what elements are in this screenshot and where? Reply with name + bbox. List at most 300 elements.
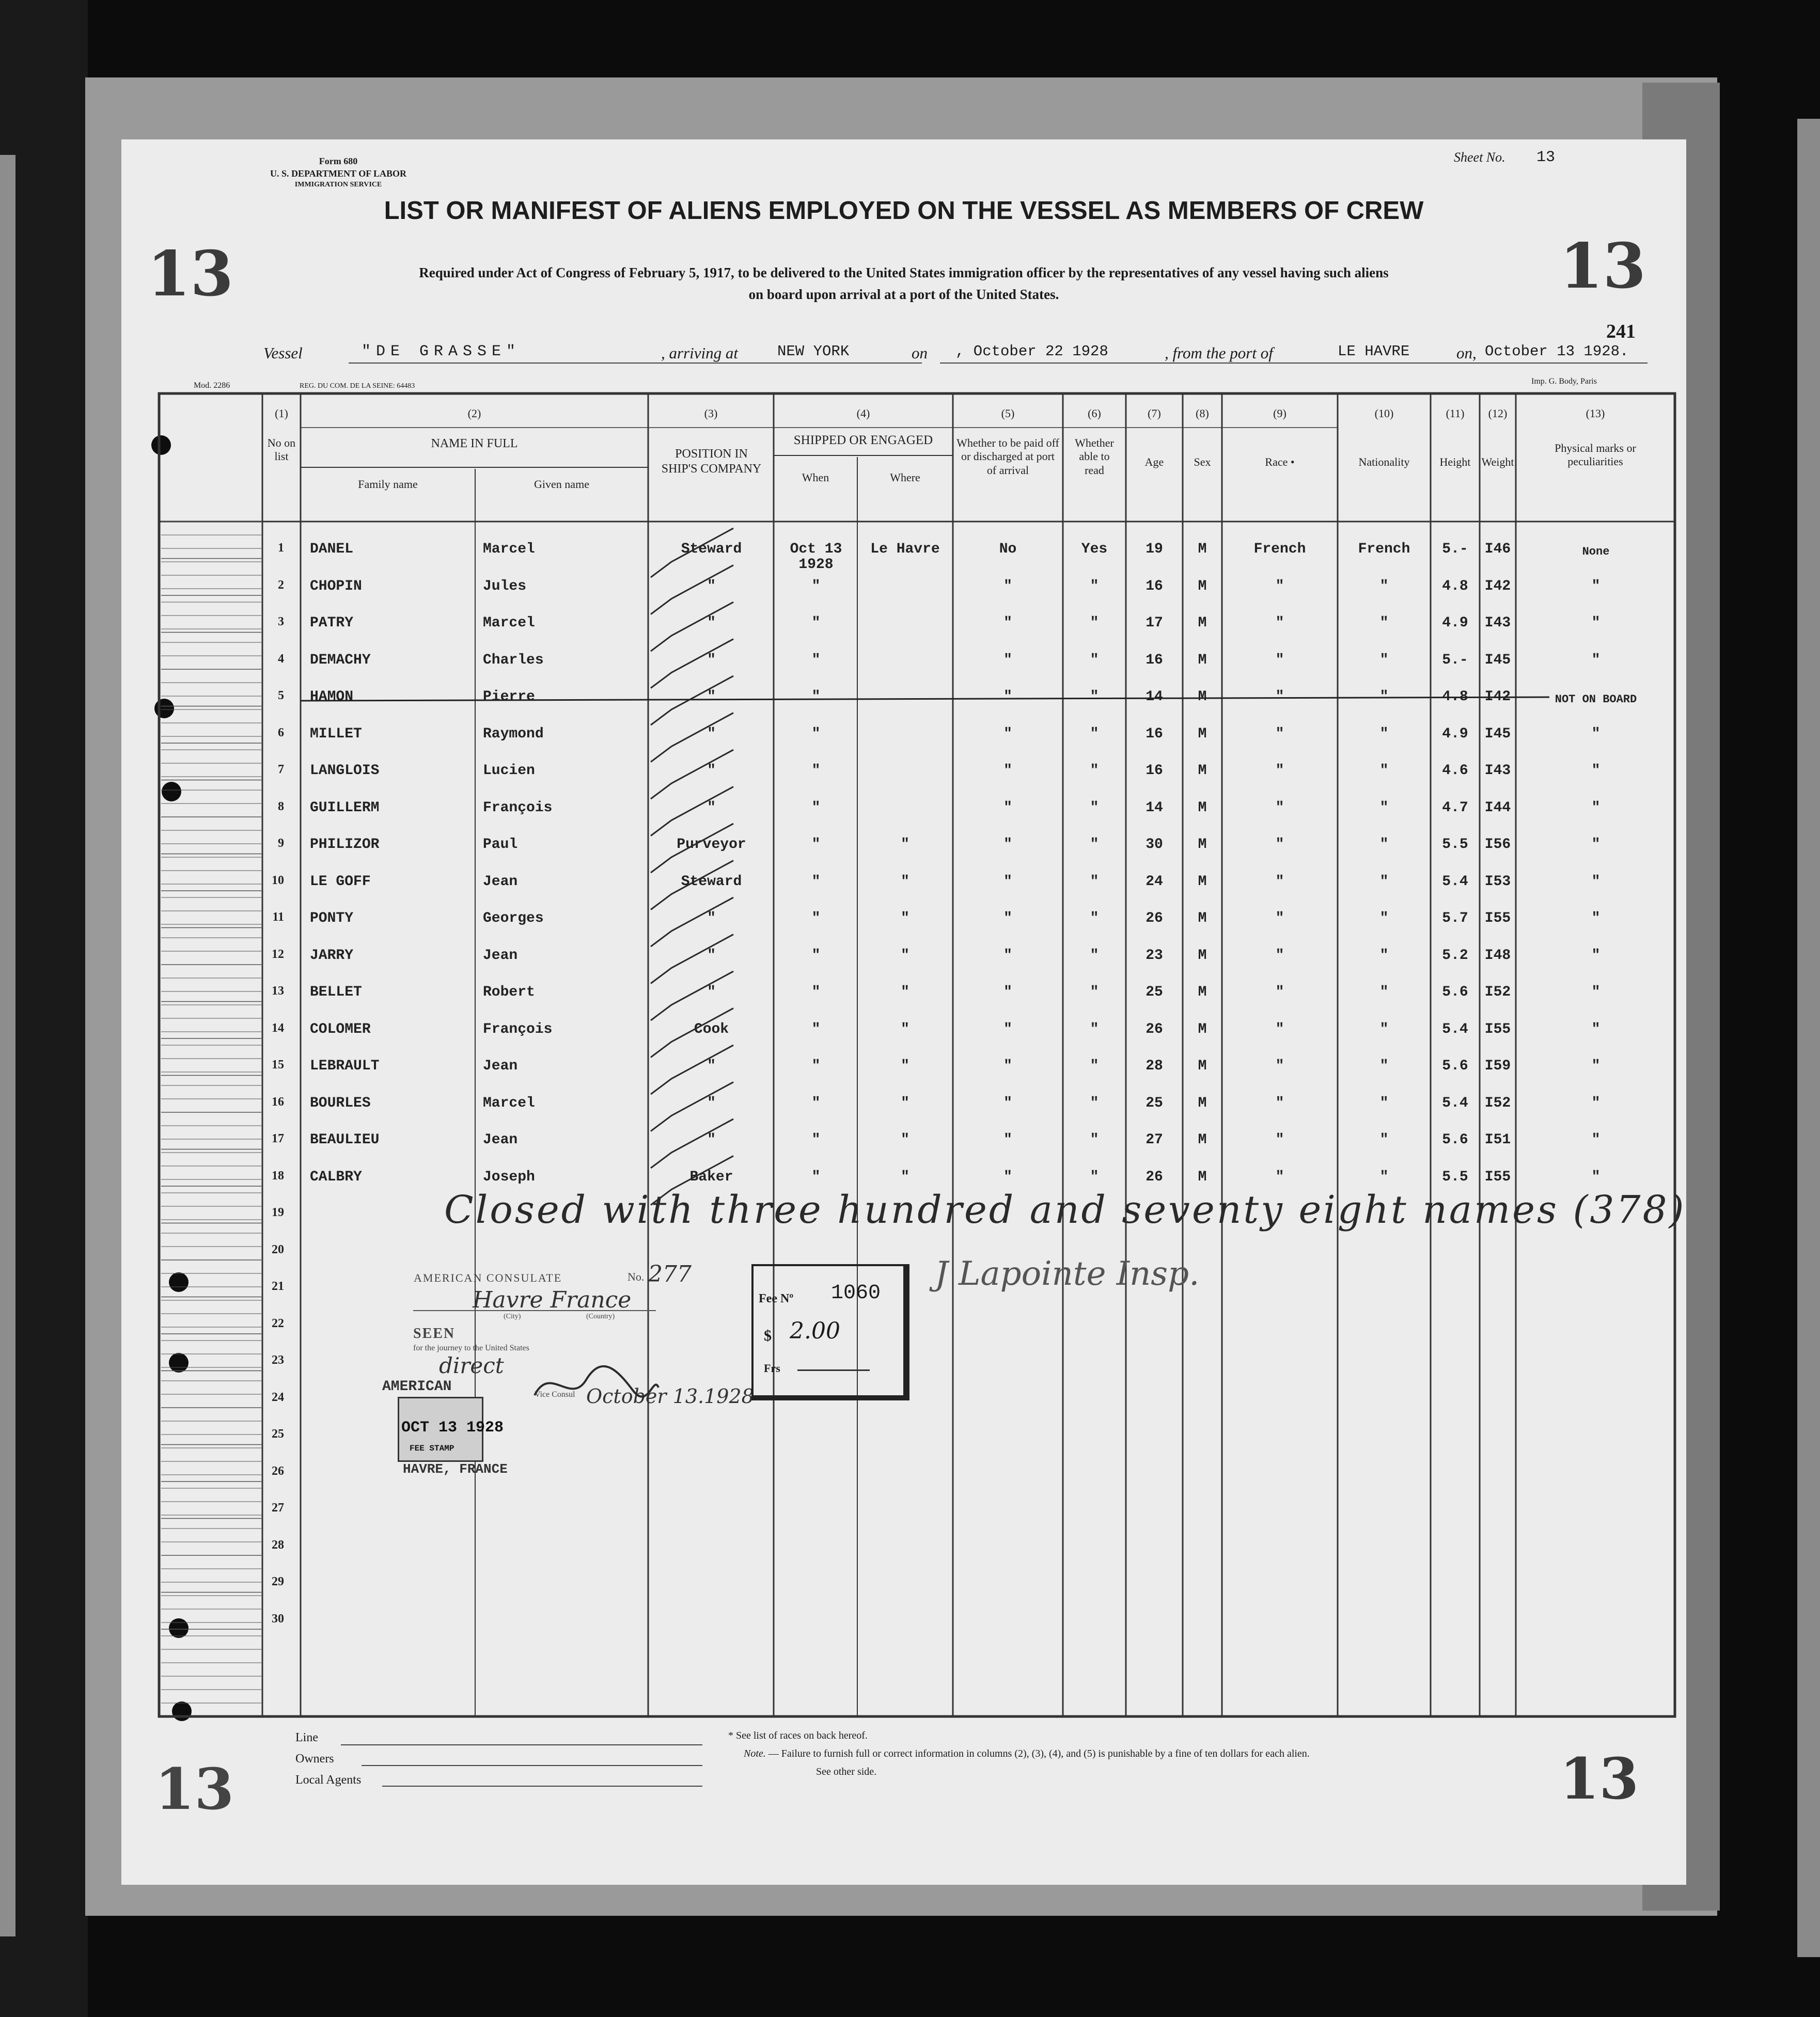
col-age: Age (1144, 455, 1164, 468)
sex-cell: M (1198, 578, 1207, 594)
weight-cell: I42 (1484, 689, 1511, 705)
footer-left (295, 1727, 361, 1790)
position-cell: " (707, 799, 716, 816)
physical-marks-cell: " (1591, 578, 1601, 594)
penalty-note (744, 1748, 1310, 1760)
sex-cell: M (1198, 837, 1207, 853)
empty-row-number: 20 (272, 1242, 284, 1256)
nationality-cell: " (1379, 689, 1389, 705)
paid-off-cell: " (1003, 689, 1012, 705)
sheet-number-large-right: 13 (1560, 230, 1646, 303)
postmark-top: AMERICAN (382, 1379, 452, 1395)
check-mark (651, 1119, 733, 1168)
consul-signature-scribble (529, 1359, 664, 1416)
col-nationality: Nationality (1358, 455, 1410, 468)
service-name: IMMIGRATION SERVICE (294, 180, 382, 188)
height-cell: 4.6 (1442, 763, 1468, 779)
col-num-12: (12) (1488, 407, 1508, 420)
shipped-where-cell: Le Havre (870, 541, 940, 557)
paid-off-cell: " (1003, 1132, 1012, 1148)
consulate-city-line (413, 1310, 656, 1311)
age-cell: 17 (1146, 615, 1163, 631)
position-cell: " (707, 947, 716, 964)
height-cell: 5.4 (1442, 1095, 1468, 1111)
col-paid-off: Whether to be paid off or discharged at port of arrival (956, 436, 1059, 477)
shipped-when-cell: " (811, 1021, 821, 1037)
col-no-on-list: No on list (267, 436, 296, 463)
height-cell: 4.8 (1442, 689, 1468, 705)
family-name-cell: DEMACHY (310, 652, 371, 668)
vessel-name: "DE GRASSE" (362, 343, 521, 360)
row-number: 16 (272, 1095, 284, 1109)
francs-label: Frs (764, 1362, 780, 1375)
shipped-year-cell: 1928 (798, 557, 834, 573)
empty-row-number: 22 (272, 1316, 284, 1330)
race-cell: " (1275, 910, 1284, 926)
race-cell: " (1275, 1095, 1284, 1111)
sheet-number-value: 13 (1536, 149, 1556, 166)
age-cell: 16 (1146, 652, 1163, 668)
row-number: 6 (278, 726, 284, 739)
col-num-9: (9) (1273, 407, 1286, 420)
height-cell: 5.- (1442, 541, 1468, 557)
able-to-read-cell: " (1090, 837, 1099, 853)
physical-marks-cell: " (1591, 984, 1601, 1000)
check-mark (651, 713, 733, 762)
postmark-bottom: HAVRE, FRANCE (403, 1461, 508, 1477)
given-name-cell: Marcel (483, 541, 535, 557)
paid-off-cell: " (1003, 873, 1012, 890)
nationality-cell: " (1379, 1169, 1389, 1185)
able-to-read-cell: " (1090, 1058, 1099, 1074)
age-cell: 25 (1146, 984, 1163, 1000)
able-to-read-cell: " (1090, 726, 1099, 742)
fee-stamp-label (398, 1397, 504, 1462)
check-mark (651, 750, 733, 799)
from-port-label: , from the port of (1165, 344, 1273, 362)
height-cell: 5.2 (1442, 947, 1468, 964)
footer-agents-rule (382, 1786, 702, 1787)
height-cell: 5.6 (1442, 1132, 1468, 1148)
row-number: 11 (272, 910, 284, 924)
height-cell: 5.4 (1442, 1021, 1468, 1037)
weight-cell: I55 (1484, 910, 1511, 926)
sex-cell: M (1198, 615, 1207, 631)
note-text: — Failure to furnish full or correct information in columns (2), (3), (4), and (5) is punishable by a fine of ten dollars for each alien. (768, 1748, 1310, 1759)
row-number: 5 (278, 689, 284, 702)
col-where: Where (890, 471, 920, 484)
shipped-when-cell: " (811, 947, 821, 964)
col-when: When (802, 471, 829, 484)
given-name-cell: Jean (483, 1058, 518, 1074)
nationality-cell: " (1379, 910, 1389, 926)
family-name-cell: BEAULIEU (310, 1132, 380, 1148)
shipped-where-cell: " (901, 1058, 909, 1074)
shipped-when-cell: " (811, 799, 821, 816)
family-name-cell: JARRY (310, 947, 354, 964)
shipped-when-cell: " (811, 578, 821, 594)
position-cell: Purveyor (677, 837, 746, 853)
physical-marks-cell: " (1591, 799, 1601, 816)
physical-marks-cell: " (1591, 1058, 1601, 1074)
row-number: 15 (272, 1058, 284, 1071)
sex-cell: M (1198, 763, 1207, 779)
sheet-number-label: Sheet No. (1454, 150, 1505, 165)
shipped-where-cell: " (901, 1021, 909, 1037)
shipped-when-cell: Oct 13 (790, 541, 842, 557)
physical-marks-cell: NOT ON BOARD (1555, 693, 1637, 706)
given-name-cell: François (483, 799, 553, 816)
family-name-cell: LEBRAULT (310, 1058, 380, 1074)
given-name-cell: François (483, 1021, 553, 1037)
fee-box (751, 1264, 909, 1400)
height-cell: 4.9 (1442, 615, 1468, 631)
position-cell: Baker (689, 1169, 733, 1185)
given-name-cell: Robert (483, 984, 535, 1000)
empty-row-number: 24 (272, 1390, 284, 1404)
paid-off-cell: " (1003, 1058, 1012, 1074)
shipped-where-cell: " (901, 1169, 909, 1185)
row-number: 13 (272, 984, 284, 998)
physical-marks-cell: " (1591, 837, 1601, 853)
col-family-name: Family name (358, 478, 418, 491)
race-cell: " (1275, 578, 1284, 594)
sex-cell: M (1198, 947, 1207, 964)
shipped-when-cell: " (811, 726, 821, 742)
consulate-header: AMERICAN CONSULATE (414, 1271, 562, 1284)
col-physical-marks: Physical marks or peculiarities (1555, 442, 1636, 468)
shipped-when-cell: " (811, 615, 821, 631)
given-name-cell: Jules (483, 578, 527, 594)
age-cell: 30 (1146, 837, 1163, 853)
row-number: 18 (272, 1169, 284, 1183)
shipped-where-cell: " (901, 873, 909, 890)
row-number: 10 (272, 873, 284, 887)
requirement-line-2: on board upon arrival at a port of the United States. (748, 286, 1059, 302)
row-number: 14 (272, 1021, 284, 1035)
check-mark (651, 1082, 733, 1131)
vice-consul-label: Vice Consul (535, 1390, 575, 1399)
nationality-cell: " (1379, 578, 1389, 594)
sex-cell: M (1198, 910, 1207, 926)
shipped-where-cell: " (901, 837, 909, 853)
sex-cell: M (1198, 1058, 1207, 1074)
footer-owners-rule (362, 1765, 702, 1766)
family-name-cell: BOURLES (310, 1095, 371, 1111)
shipped-where-cell: " (901, 1132, 909, 1148)
requirement-line-1: Required under Act of Congress of February 5, 1917, to be delivered to the United States immigration officer by the representatives of any vessel having such aliens (419, 265, 1389, 280)
age-cell: 16 (1146, 578, 1163, 594)
arrival-date: , October 22 1928 (955, 343, 1108, 360)
shipped-when-cell: " (811, 1169, 821, 1185)
nationality-cell: " (1379, 873, 1389, 890)
shipped-when-cell: " (811, 837, 821, 853)
paid-off-cell: " (1003, 1021, 1012, 1037)
position-cell: " (707, 1132, 716, 1148)
given-name-cell: Lucien (483, 763, 535, 779)
footer-line-rule (341, 1744, 702, 1745)
weight-cell: I52 (1484, 1095, 1511, 1111)
height-cell: 5.7 (1442, 910, 1468, 926)
age-cell: 27 (1146, 1132, 1163, 1148)
paid-off-cell: " (1003, 615, 1012, 631)
arriving-port: NEW YORK (777, 343, 850, 360)
printer-label: Imp. G. Body, Paris (1531, 377, 1597, 386)
row-number: 8 (278, 799, 284, 813)
col-num-2: (2) (467, 407, 481, 420)
age-cell: 16 (1146, 726, 1163, 742)
row-number: 17 (272, 1132, 284, 1145)
position-cell: " (707, 689, 716, 705)
height-cell: 5.5 (1442, 1169, 1468, 1185)
age-cell: 24 (1146, 873, 1163, 890)
paid-off-cell: " (1003, 763, 1012, 779)
race-cell: " (1275, 1058, 1284, 1074)
height-cell: 5.5 (1442, 837, 1468, 853)
sheet-number-large-left: 13 (147, 238, 233, 310)
direct-note: direct (439, 1353, 504, 1378)
paid-off-cell: " (1003, 947, 1012, 964)
consulate-city: Havre France (473, 1287, 632, 1313)
dollar-label: $ (764, 1327, 772, 1344)
col-num-8: (8) (1196, 407, 1209, 420)
able-to-read-cell: " (1090, 689, 1099, 705)
shipped-where-cell: " (901, 947, 909, 964)
position-cell: " (707, 984, 716, 1000)
arriving-label: , arriving at (661, 344, 738, 362)
given-name-cell: Raymond (483, 726, 544, 742)
row-number: 12 (272, 947, 284, 961)
sex-cell: M (1198, 1021, 1207, 1037)
country-caption: (Country) (586, 1313, 615, 1320)
shipped-where-cell: " (901, 910, 909, 926)
family-name-cell: PATRY (310, 615, 354, 631)
fee-number: 1060 (831, 1282, 881, 1305)
position-cell: Cook (694, 1021, 729, 1037)
age-cell: 14 (1146, 689, 1163, 705)
sex-cell: M (1198, 873, 1207, 890)
physical-marks-cell: " (1591, 1132, 1601, 1148)
departure-date: October 13 1928. (1485, 343, 1629, 360)
paid-off-cell: " (1003, 1169, 1012, 1185)
check-mark (651, 1045, 733, 1094)
weight-cell: I44 (1484, 799, 1511, 816)
weight-cell: I45 (1484, 726, 1511, 742)
race-cell: " (1275, 1021, 1284, 1037)
empty-row-number: 29 (272, 1575, 284, 1588)
given-name-cell: Georges (483, 910, 544, 926)
empty-row-number: 30 (272, 1612, 284, 1626)
weight-cell: I55 (1484, 1169, 1511, 1185)
able-to-read-cell: " (1090, 910, 1099, 926)
physical-marks-cell: " (1591, 726, 1601, 742)
on-label-2: on, (1456, 344, 1477, 362)
family-name-cell: PONTY (310, 910, 354, 926)
position-cell: " (707, 652, 716, 668)
given-name-cell: Paul (483, 837, 518, 853)
empty-row-number: 23 (272, 1353, 284, 1367)
position-cell: Steward (681, 541, 742, 557)
sex-cell: M (1198, 689, 1207, 705)
page-number: 241 (1606, 321, 1636, 342)
col-num-6: (6) (1088, 407, 1101, 420)
able-to-read-cell: " (1090, 763, 1099, 779)
check-mark (651, 897, 733, 947)
able-to-read-cell: " (1090, 873, 1099, 890)
row-number: 4 (278, 652, 284, 666)
weight-cell: I43 (1484, 615, 1511, 631)
position-cell: Steward (681, 873, 742, 890)
seen-label: SEEN (413, 1326, 456, 1342)
shipped-when-cell: " (811, 652, 821, 668)
given-name-cell: Pierre (483, 689, 535, 705)
fee-stamp-text: FEE STAMP (410, 1444, 454, 1453)
form-number: Form 680 (319, 156, 358, 166)
age-cell: 25 (1146, 1095, 1163, 1111)
sex-cell: M (1198, 652, 1207, 668)
empty-row-number: 25 (272, 1427, 284, 1441)
age-cell: 16 (1146, 763, 1163, 779)
physical-marks-cell: " (1591, 947, 1601, 964)
nationality-cell: " (1379, 837, 1389, 853)
race-cell: " (1275, 799, 1284, 816)
see-other-side: See other side. (816, 1766, 877, 1777)
check-mark (651, 639, 733, 688)
family-name-cell: CHOPIN (310, 578, 362, 594)
race-cell: " (1275, 984, 1284, 1000)
col-num-7: (7) (1148, 407, 1161, 420)
races-note: * See list of races on back hereof. (728, 1730, 868, 1741)
check-mark (651, 824, 733, 873)
position-cell: " (707, 910, 716, 926)
nationality-cell: " (1379, 947, 1389, 964)
given-name-cell: Joseph (483, 1169, 535, 1185)
department-name: U. S. DEPARTMENT OF LABOR (270, 168, 407, 179)
sex-cell: M (1198, 799, 1207, 816)
nationality-cell: " (1379, 1058, 1389, 1074)
height-cell: 4.7 (1442, 799, 1468, 816)
row-number: 1 (278, 541, 284, 555)
paid-off-cell: No (999, 541, 1017, 557)
race-cell: " (1275, 1169, 1284, 1185)
able-to-read-cell: " (1090, 1095, 1099, 1111)
family-name-cell: MILLET (310, 726, 362, 742)
physical-marks-cell: " (1591, 652, 1601, 668)
given-name-cell: Jean (483, 1132, 518, 1148)
shipped-where-cell: " (901, 1095, 909, 1111)
empty-row-number: 28 (272, 1538, 284, 1552)
row-number: 2 (278, 578, 284, 592)
height-cell: 5.- (1442, 652, 1468, 668)
journey-label: for the journey to the United States (413, 1344, 529, 1352)
empty-row-number: 27 (272, 1501, 284, 1515)
position-cell: " (707, 1058, 716, 1074)
paid-off-cell: " (1003, 837, 1012, 853)
nationality-cell: " (1379, 984, 1389, 1000)
age-cell: 28 (1146, 1058, 1163, 1074)
position-cell: " (707, 578, 716, 594)
able-to-read-cell: " (1090, 652, 1099, 668)
col-num-10: (10) (1374, 407, 1394, 420)
nationality-cell: " (1379, 1095, 1389, 1111)
nationality-cell: " (1379, 615, 1389, 631)
race-cell: " (1275, 763, 1284, 779)
shipped-when-cell: " (811, 910, 821, 926)
row-number: 3 (278, 615, 284, 628)
on-label: on (912, 344, 928, 362)
position-cell: " (707, 615, 716, 631)
physical-marks-cell: " (1591, 763, 1601, 779)
check-mark (651, 935, 733, 984)
height-cell: 4.8 (1442, 578, 1468, 594)
sex-cell: M (1198, 984, 1207, 1000)
shipped-when-cell: " (811, 873, 821, 890)
footer-line: Line (295, 1731, 318, 1744)
paid-off-cell: " (1003, 1095, 1012, 1111)
able-to-read-cell: Yes (1081, 541, 1108, 557)
sex-cell: M (1198, 726, 1207, 742)
given-name-cell: Marcel (483, 615, 535, 631)
family-name-cell: CALBRY (310, 1169, 362, 1185)
city-caption: (City) (504, 1313, 521, 1320)
physical-marks-cell: " (1591, 873, 1601, 890)
age-cell: 26 (1146, 1021, 1163, 1037)
weight-cell: I56 (1484, 837, 1511, 853)
family-name-cell: HAMON (310, 689, 354, 705)
check-mark (651, 602, 733, 651)
age-cell: 26 (1146, 1169, 1163, 1185)
paid-off-cell: " (1003, 910, 1012, 926)
weight-cell: I55 (1484, 1021, 1511, 1037)
nationality-cell: " (1379, 652, 1389, 668)
note-label: Note. (744, 1748, 766, 1759)
weight-cell: I43 (1484, 763, 1511, 779)
check-mark (651, 565, 733, 614)
sex-cell: M (1198, 1095, 1207, 1111)
family-name-cell: PHILIZOR (310, 837, 380, 853)
page-title: LIST OR MANIFEST OF ALIENS EMPLOYED ON THE VESSEL AS MEMBERS OF CREW (384, 197, 1424, 225)
race-cell: " (1275, 689, 1284, 705)
race-cell: " (1275, 873, 1284, 890)
col-able-to-read: Whether able to read (1075, 436, 1114, 477)
position-cell: " (707, 726, 716, 742)
age-cell: 26 (1146, 910, 1163, 926)
race-cell: French (1253, 541, 1306, 557)
sex-cell: M (1198, 1132, 1207, 1148)
consulate-no-label: No. (627, 1270, 645, 1283)
able-to-read-cell: " (1090, 947, 1099, 964)
physical-marks-cell: " (1591, 1021, 1601, 1037)
physical-marks-cell: " (1591, 910, 1601, 926)
height-cell: 4.9 (1442, 726, 1468, 742)
nationality-cell: " (1379, 1132, 1389, 1148)
paid-off-cell: " (1003, 726, 1012, 742)
able-to-read-cell: " (1090, 984, 1099, 1000)
nationality-cell: French (1358, 541, 1410, 557)
sex-cell: M (1198, 1169, 1207, 1185)
shipped-when-cell: " (811, 984, 821, 1000)
col-shipped: SHIPPED OR ENGAGED (793, 433, 933, 447)
age-cell: 14 (1146, 799, 1163, 816)
given-name-cell: Jean (483, 873, 518, 890)
check-mark (651, 1008, 733, 1058)
able-to-read-cell: " (1090, 1132, 1099, 1148)
empty-row-number: 19 (272, 1206, 284, 1219)
from-port: LE HAVRE (1338, 343, 1410, 360)
weight-cell: I42 (1484, 578, 1511, 594)
registry-label: REG. DU COM. DE LA SEINE: 64483 (300, 382, 415, 390)
col-height: Height (1439, 455, 1471, 468)
